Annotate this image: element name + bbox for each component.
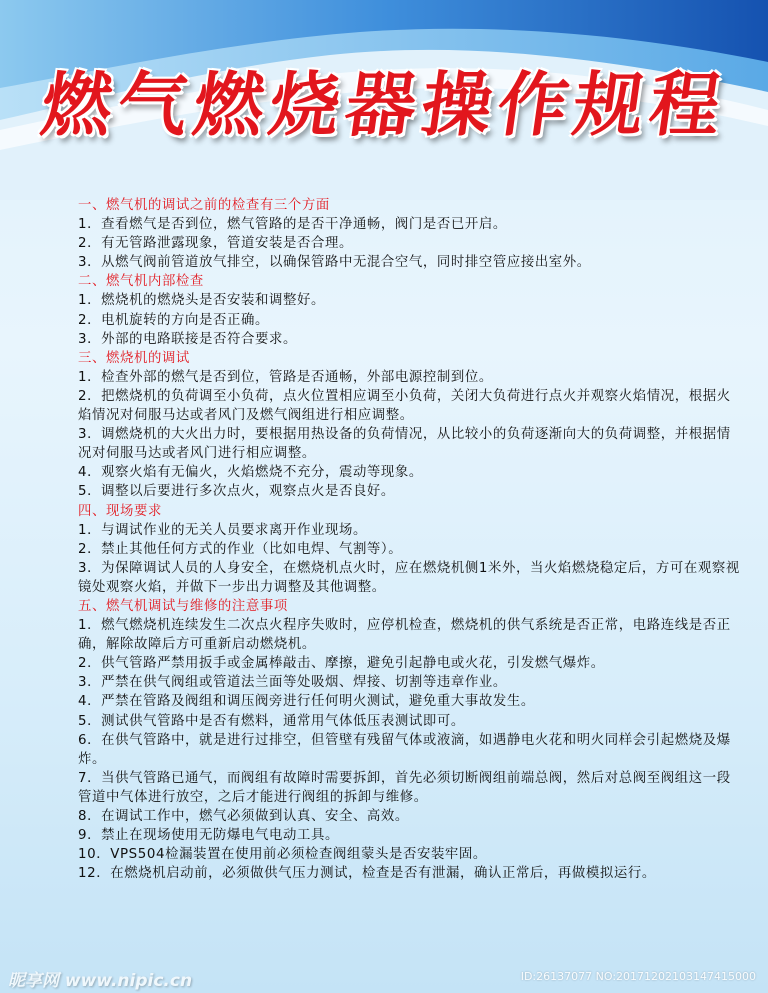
section-heading: 四、现场要求 (78, 503, 162, 519)
procedure-content (78, 196, 743, 883)
list-item: 1．检查外部的燃气是否到位，管路是否通畅，外部电源控制到位。 (78, 369, 493, 385)
list-item: 6．在供气管路中，就是进行过排空，但管壁有残留气体或液滴，如遇静电火花和明火同样会引起燃烧及爆炸。 (78, 732, 731, 767)
list-item: 1．燃气燃烧机连续发生二次点火程序失败时，应停机检查，燃烧机的供气系统是否正常，电路连线是否正确，解除故障后方可重新启动燃烧机。 (78, 618, 731, 653)
list-item: 3．外部的电路联接是否符合要求。 (78, 331, 297, 347)
section-5 (78, 597, 743, 883)
watermark-logo: 昵享网 www.nipic.cn (8, 971, 193, 991)
list-item: 10．VPS504检漏装置在使用前必须检查阀组蒙头是否安装牢固。 (78, 847, 487, 863)
list-item: 2．禁止其他任何方式的作业（比如电焊、气割等）。 (78, 541, 403, 557)
list-item: 3．调燃烧机的大火出力时，要根据用热设备的负荷情况，从比较小的负荷逐渐向大的负荷调整，并根据情况对伺服马达或者风门进行相应调整。 (78, 427, 731, 462)
list-item: 2．把燃烧机的负荷调至小负荷，点火位置相应调至小负荷，关闭大负荷进行点火并观察火焰情况，根据火焰情况对伺服马达或者风门及燃气阀组进行相应调整。 (78, 388, 731, 424)
section-heading: 二、燃气机内部检查 (78, 274, 204, 290)
list-item: 3．严禁在供气阀组或管道法兰面等处吸烟、焊接、切割等违章作业。 (78, 675, 507, 691)
list-item: 5．调整以后要进行多次点火，观察点火是否良好。 (78, 484, 395, 500)
page-title: 燃气燃烧器操作规程 (36, 63, 732, 146)
list-item: 1．与调试作业的无关人员要求离开作业现场。 (78, 522, 367, 538)
list-item: 9．禁止在现场使用无防爆电气电动工具。 (78, 828, 339, 844)
list-item: 8．在调试工作中，燃气必须做到认真、安全、高效。 (78, 809, 409, 824)
list-item: 2．供气管路严禁用扳手或金属棒敲击、摩擦，避免引起静电或火花，引发燃气爆炸。 (78, 656, 605, 672)
list-item: 2．电机旋转的方向是否正确。 (78, 312, 269, 328)
section-heading: 五、燃气机调试与维修的注意事项 (78, 598, 288, 614)
list-item: 2．有无管路泄露现象，管道安装是否合理。 (78, 236, 353, 252)
list-item: 7．当供气管路已通气，而阀组有故障时需要拆卸，首先必须切断阀组前端总阀，然后对总阀至阀组这一段管道中气体进行放空，之后才能进行阀组的拆卸与维修。 (78, 770, 731, 805)
section-3 (78, 349, 743, 502)
list-item: 12．在燃烧机启动前，必须做供气压力测试，检查是否有泄漏，确认正常后，再做模拟运行。 (78, 866, 656, 882)
section-heading: 三、燃烧机的调试 (78, 350, 190, 366)
list-item: 5．测试供气管路中是否有燃料，通常用气体低压表测试即可。 (78, 713, 465, 729)
list-item: 4．观察火焰有无偏火，火焰燃烧不充分，震动等现象。 (78, 465, 423, 481)
list-item: 1．燃烧机的燃烧头是否安装和调整好。 (78, 293, 325, 309)
watermark-id: ID:26137077 NO:20171202103147415000 (520, 970, 756, 983)
section-heading: 一、燃气机的调试之前的检查有三个方面 (78, 198, 330, 213)
section-4 (78, 502, 743, 597)
list-item: 4．严禁在管路及阀组和调压阀旁进行任何明火测试，避免重大事故发生。 (78, 694, 535, 710)
section-1 (78, 196, 743, 272)
list-item: 3．从燃气阀前管道放气排空，以确保管路中无混合空气，同时排空管应接出室外。 (78, 255, 591, 271)
section-2 (78, 272, 743, 348)
list-item: 3．为保障调试人员的人身安全，在燃烧机点火时，应在燃烧机侧1米外，当火焰燃烧稳定后，方可在观察视镜处观察火焰，并做下一步出力调整及其他调整。 (78, 560, 740, 595)
list-item: 1．查看燃气是否到位，燃气管路的是否干净通畅，阀门是否已开启。 (78, 217, 507, 233)
